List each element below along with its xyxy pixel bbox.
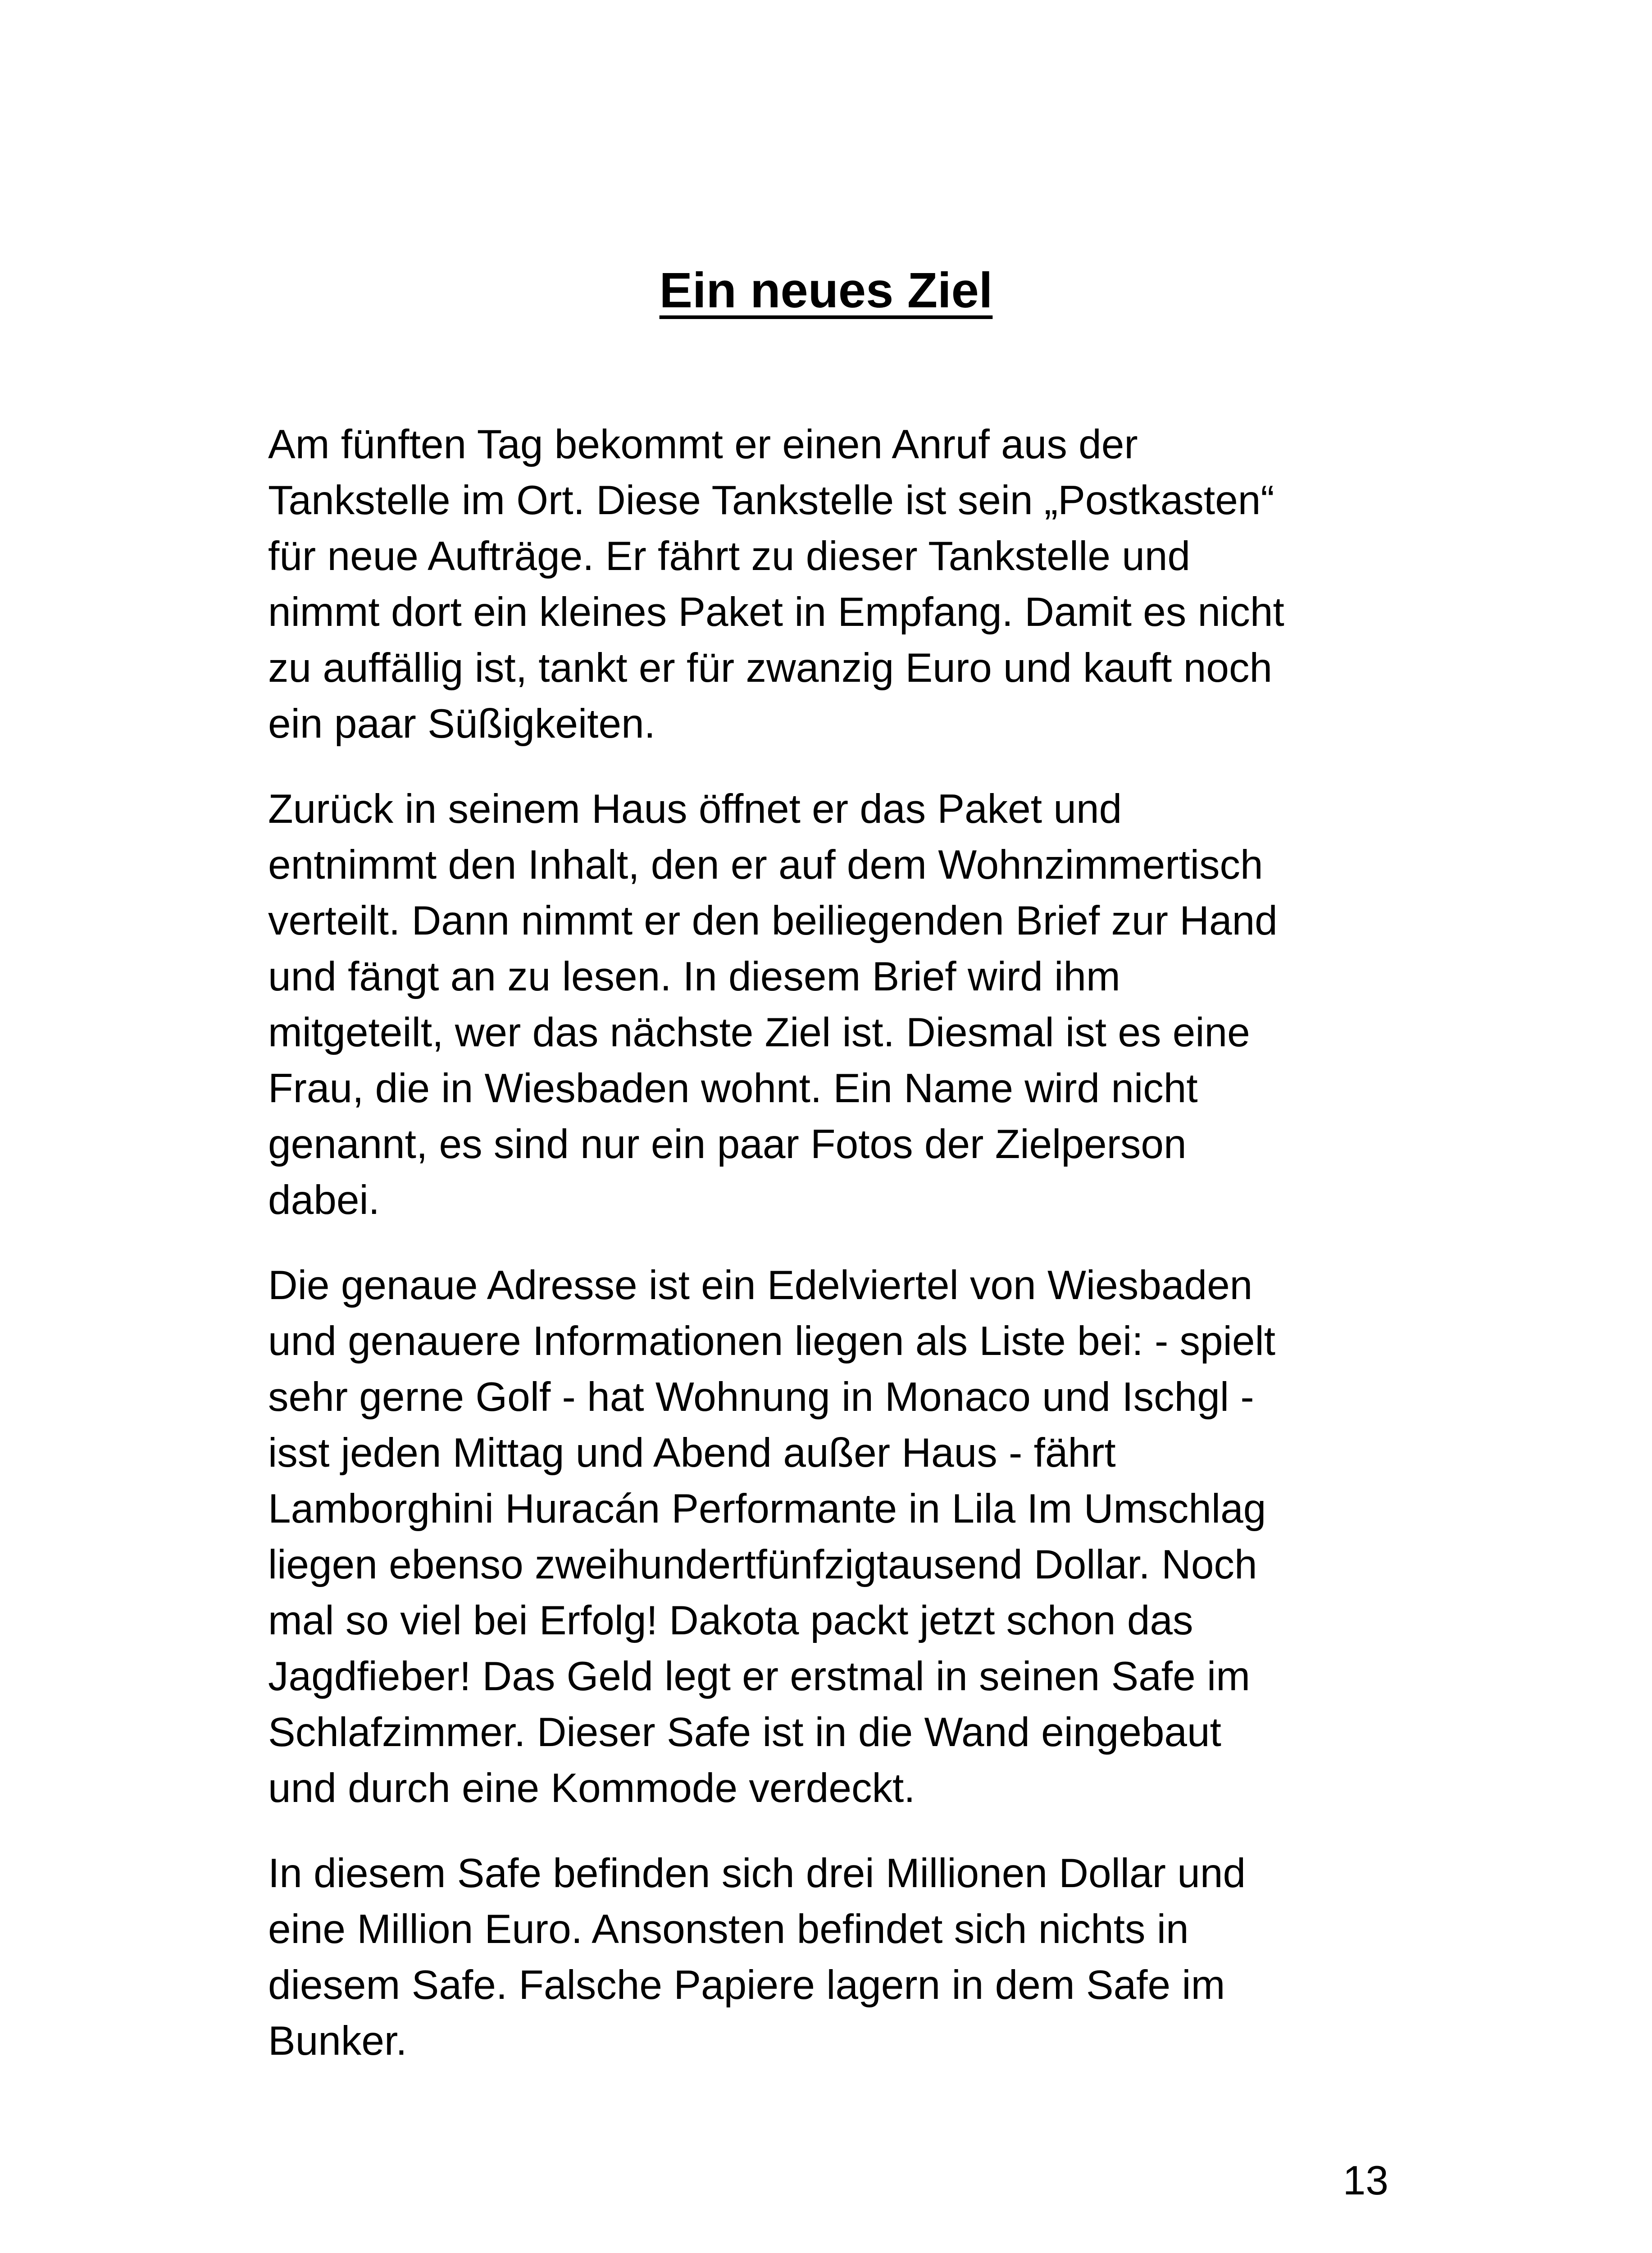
text-line: Frau, die in Wiesbaden wohnt. Ein Name wird nicht [268,1066,1198,1111]
text-line: isst jeden Mittag und Abend außer Haus - fährt [268,1430,1116,1476]
text-line: In diesem Safe befinden sich drei Millionen Dollar und [268,1851,1246,1896]
text-line: sehr gerne Golf - hat Wohnung in Monaco und Ischgl - [268,1374,1254,1420]
text-line: mitgeteilt, wer das nächste Ziel ist. Diesmal ist es eine [268,1010,1250,1055]
text-line: Jagdfieber! Das Geld legt er erstmal in seinen Safe im [268,1654,1251,1699]
text-line: entnimmt den Inhalt, den er auf dem Wohnzimmertisch [268,842,1263,888]
text-line: und durch eine Kommode verdeckt. [268,1765,915,1811]
paragraph [268,781,1421,1228]
text-line: mal so viel bei Erfolg! Dakota packt jetzt schon das [268,1598,1193,1643]
paragraph [268,417,1421,752]
text-line: Am fünften Tag bekommt er einen Anruf aus der [268,422,1138,467]
text-line: liegen ebenso zweihundertfünfzigtausend Dollar. Noch [268,1542,1257,1587]
text-line: für neue Aufträge. Er fährt zu dieser Tankstelle und [268,534,1191,579]
text-line: Tankstelle im Ort. Diese Tankstelle ist sein „Postkasten“ [268,478,1274,523]
text-line: verteilt. Dann nimmt er den beiliegenden Brief zur Hand [268,898,1278,944]
chapter-title: Ein neues Ziel [659,263,993,318]
text-line: und genauere Informationen liegen als Liste bei: - spielt [268,1318,1275,1364]
text-line: Zurück in seinem Haus öffnet er das Paket und [268,786,1122,832]
text-line: dabei. [268,1177,380,1223]
text-line: nimmt dort ein kleines Paket in Empfang. Damit es nicht [268,589,1284,635]
paragraph [268,1846,1421,2069]
text-line: diesem Safe. Falsche Papiere lagern in dem Safe im [268,1962,1225,2008]
body-text [268,417,1421,2098]
paragraph [268,1258,1421,1816]
page-number: 13 [1343,2158,1388,2203]
text-line: genannt, es sind nur ein paar Fotos der Zielperson [268,1122,1187,1167]
text-line: ein paar Süßigkeiten. [268,701,655,747]
text-line: zu auffällig ist, tankt er für zwanzig Euro und kauft noch [268,645,1273,691]
text-line: Schlafzimmer. Dieser Safe ist in die Wand eingebaut [268,1710,1221,1755]
text-line: Lamborghini Huracán Performante in Lila Im Umschlag [268,1486,1266,1532]
text-line: Bunker. [268,2018,407,2064]
text-line: Die genaue Adresse ist ein Edelviertel von Wiesbaden [268,1263,1253,1308]
text-line: und fängt an zu lesen. In diesem Brief wird ihm [268,954,1120,999]
text-line: eine Million Euro. Ansonsten befindet sich nichts in [268,1906,1189,1952]
